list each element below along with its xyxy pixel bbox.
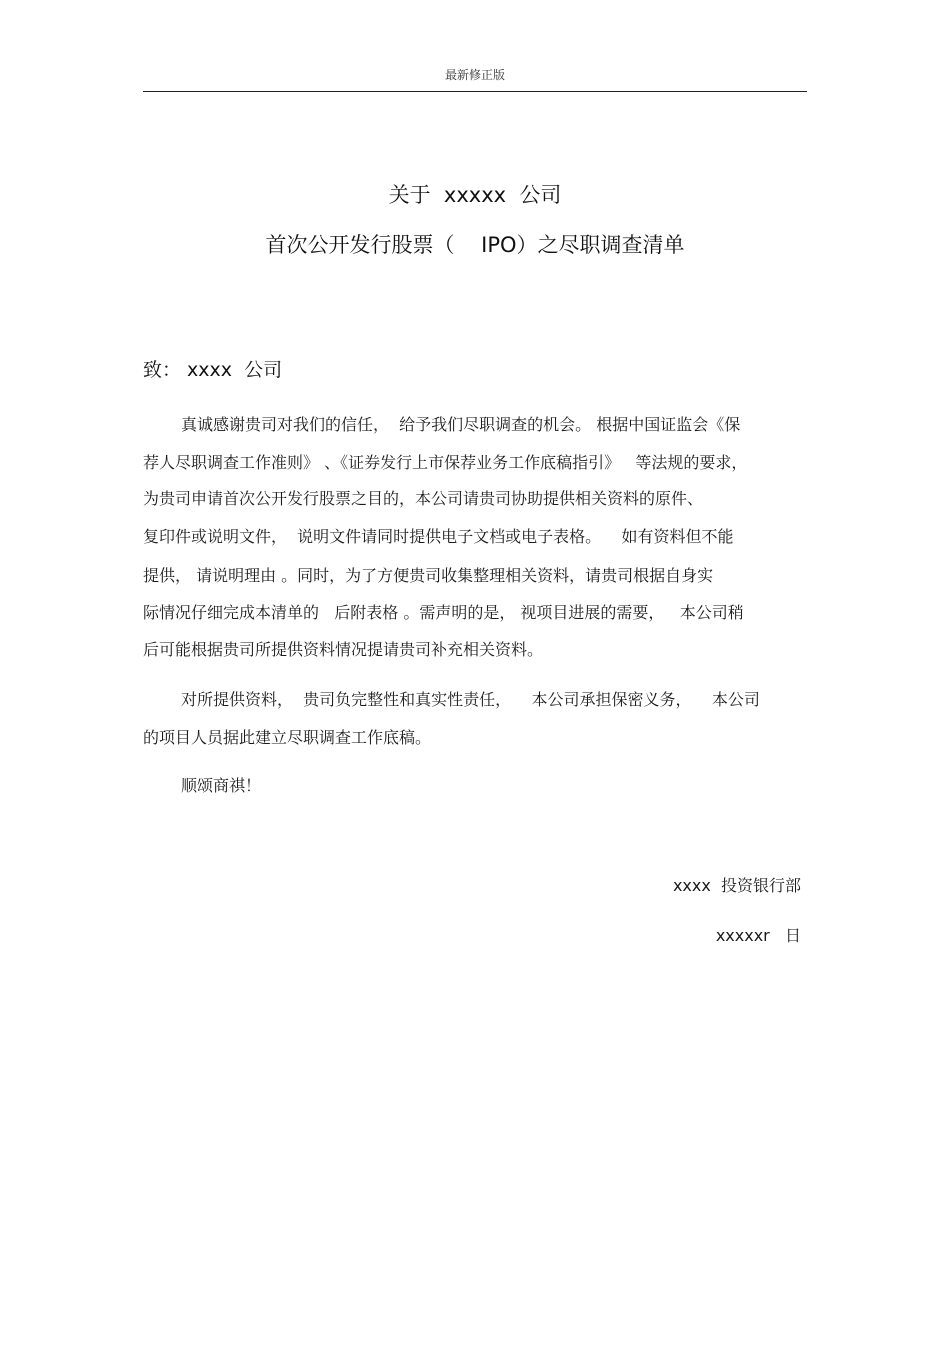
paragraph-1-line: 提供， 请说明理由 。同时，为了方便贵司收集整理相关资料，请贵司根据自身实 (143, 566, 714, 585)
paragraph-1-line: 为贵司申请首次公开发行股票之目的，本公司请贵司协助提供相关资料的原件、 (143, 489, 704, 508)
header-divider (143, 91, 807, 92)
closing-greeting: 顺颂商祺！ (181, 776, 262, 795)
paragraph-1-line: 后可能根据贵司所提供资料情况提请贵司补充相关资料。 (143, 640, 544, 659)
paragraph-1-line: 际情况仔细完成本清单的 后附表格 。需声明的是， 视项目进展的需要， 本公司稍 (143, 603, 744, 622)
signature-date: xxxxxr 日 (715, 926, 801, 945)
paragraph-1-line: 荐人尽职调查工作准则》 、《证券发行上市保荐业务工作底稿指引》 等法规的要求， (143, 453, 748, 472)
paragraph-2-line: 的项目人员据此建立尽职调查工作底稿。 (143, 728, 432, 747)
document-title-line-1: 关于 xxxxx 公司 (388, 183, 562, 207)
running-header: 最新修正版 (444, 68, 505, 82)
paragraph-1-line: 真诚感谢贵司对我们的信任， 给予我们尽职调查的机会。 根据中国证监会《保 (181, 415, 741, 434)
salutation: 致： xxxx 公司 (143, 359, 283, 381)
paragraph-1-line: 复印件或说明文件， 说明文件请同时提供电子文档或电子表格。 如有资料但不能 (143, 527, 734, 546)
paragraph-2-line: 对所提供资料， 贵司负完整性和真实性责任， 本公司承担保密义务， 本公司 (181, 690, 760, 709)
signature-department: xxxx 投资银行部 (672, 876, 801, 895)
document-title-line-2: 首次公开发行股票（ IPO）之尽职调查清单 (265, 233, 685, 257)
